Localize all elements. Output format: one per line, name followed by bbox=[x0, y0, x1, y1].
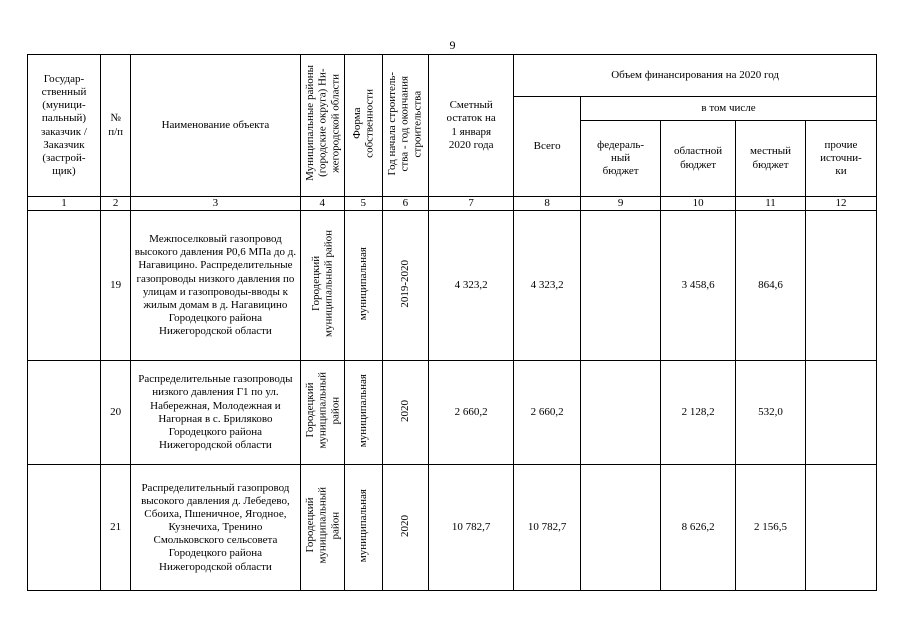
row-district-text: Городецкий муниципальный район bbox=[303, 487, 341, 564]
column-number: 4 bbox=[300, 197, 345, 211]
row-balance: 10 782,7 bbox=[429, 465, 514, 591]
header-object-name: Наименование объекта bbox=[131, 55, 300, 197]
column-number: 1 bbox=[28, 197, 101, 211]
financing-table bbox=[27, 54, 877, 591]
row-federal bbox=[581, 211, 661, 361]
header-number: № п/п bbox=[100, 55, 130, 197]
column-number: 10 bbox=[661, 197, 736, 211]
row-regional: 2 128,2 bbox=[661, 361, 736, 465]
row-years-text: 2020 bbox=[399, 399, 411, 422]
column-number: 9 bbox=[581, 197, 661, 211]
table-row bbox=[28, 361, 877, 465]
page-number: 9 bbox=[449, 38, 456, 52]
row-customer bbox=[28, 361, 101, 465]
row-years-text: 2020 bbox=[399, 514, 411, 537]
header-customer: Государ- ственный (муници- пальный) заказчик / Заказчик (застрой- щик) bbox=[28, 55, 101, 197]
row-years-text: 2019-2020 bbox=[399, 259, 411, 308]
header-other: прочие источни- ки bbox=[805, 121, 876, 197]
header-including: в том числе bbox=[581, 97, 877, 121]
header-federal: федераль- ный бюджет bbox=[581, 121, 661, 197]
row-district-text: Городецкий муниципальный район bbox=[303, 372, 341, 449]
row-years bbox=[382, 211, 429, 361]
row-number: 20 bbox=[100, 361, 130, 465]
row-ownership bbox=[345, 211, 382, 361]
column-number: 3 bbox=[131, 197, 300, 211]
row-other bbox=[805, 361, 876, 465]
row-district bbox=[300, 465, 345, 591]
row-regional: 8 626,2 bbox=[661, 465, 736, 591]
row-number: 21 bbox=[100, 465, 130, 591]
column-number: 12 bbox=[805, 197, 876, 211]
column-number: 6 bbox=[382, 197, 429, 211]
row-object-name: Распределительные газопроводы низкого давления Г1 по ул. Набережная, Молодежная и Нагорная в с. Бриляково Городецкого района Нижегородской области bbox=[131, 361, 300, 465]
header-total: Всего bbox=[514, 97, 581, 197]
row-customer bbox=[28, 465, 101, 591]
row-balance: 4 323,2 bbox=[429, 211, 514, 361]
header-local: местный бюджет bbox=[736, 121, 806, 197]
row-local: 532,0 bbox=[736, 361, 806, 465]
table-row bbox=[28, 211, 877, 361]
header-district-text: Муниципальные районы (городские округа) Ни- жегородской области bbox=[303, 65, 341, 182]
row-ownership bbox=[345, 361, 382, 465]
row-district bbox=[300, 211, 345, 361]
header-years bbox=[382, 55, 429, 197]
row-balance: 2 660,2 bbox=[429, 361, 514, 465]
row-regional: 3 458,6 bbox=[661, 211, 736, 361]
header-funding-group: Объем финансирования на 2020 год bbox=[514, 55, 877, 97]
row-local: 2 156,5 bbox=[736, 465, 806, 591]
row-district bbox=[300, 361, 345, 465]
row-years bbox=[382, 361, 429, 465]
row-other bbox=[805, 211, 876, 361]
header-ownership-text: Форма собственности bbox=[350, 89, 376, 158]
header-district bbox=[300, 55, 345, 197]
row-object-name: Межпоселковый газопровод высокого давления Р0,6 МПа до д. Нагавицино. Распределительные газопроводы низкого давления по улицам и газопроводы-вводы к жилым домам в д. Нагавицино Городецкого района Нижегородской области bbox=[131, 211, 300, 361]
row-ownership bbox=[345, 465, 382, 591]
row-years bbox=[382, 465, 429, 591]
column-number: 7 bbox=[429, 197, 514, 211]
row-object-name: Распределительный газопровод высокого давления д. Лебедево, Сбоиха, Пшеничное, Ягодное, Кузнечиха, Тренино Смольковского сельсовета Городецкого района Нижегородской области bbox=[131, 465, 300, 591]
column-number: 8 bbox=[514, 197, 581, 211]
row-total: 4 323,2 bbox=[514, 211, 581, 361]
row-number: 19 bbox=[100, 211, 130, 361]
table-row bbox=[28, 465, 877, 591]
row-local: 864,6 bbox=[736, 211, 806, 361]
column-number: 5 bbox=[345, 197, 382, 211]
column-number: 11 bbox=[736, 197, 806, 211]
row-total: 2 660,2 bbox=[514, 361, 581, 465]
row-total: 10 782,7 bbox=[514, 465, 581, 591]
row-ownership-text: муниципальная bbox=[356, 488, 369, 563]
header-ownership bbox=[345, 55, 382, 197]
row-other bbox=[805, 465, 876, 591]
row-ownership-text: муниципальная bbox=[356, 373, 369, 448]
column-numbers-row bbox=[28, 197, 877, 211]
row-ownership-text: муниципальная bbox=[356, 246, 369, 321]
header-row-1 bbox=[28, 55, 877, 97]
header-regional: областной бюджет bbox=[661, 121, 736, 197]
row-district-text: Городецкий муниципальный район bbox=[309, 230, 335, 338]
header-balance: Сметный остаток на 1 января 2020 года bbox=[429, 55, 514, 197]
row-federal bbox=[581, 465, 661, 591]
header-years-text: Год начала строитель- ства - год окончания строительства bbox=[386, 71, 424, 176]
row-federal bbox=[581, 361, 661, 465]
row-customer bbox=[28, 211, 101, 361]
column-number: 2 bbox=[100, 197, 130, 211]
